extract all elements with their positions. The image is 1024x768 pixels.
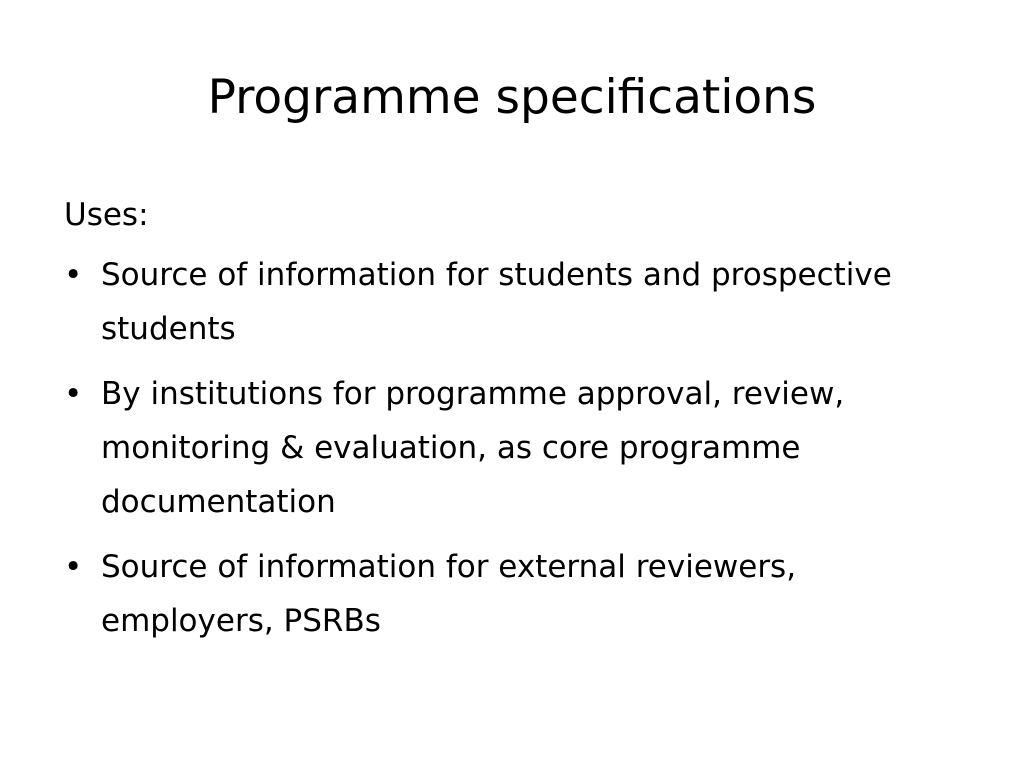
- slide-content: [64, 188, 964, 659]
- intro-text: Uses:: [64, 197, 149, 233]
- bullet-item: [64, 540, 964, 648]
- bullet-text: Source of information for students and prospective students: [101, 257, 892, 347]
- bullet-text: Source of information for external reviewers, employers, PSRBs: [101, 549, 797, 639]
- slide-title: Programme specifications: [207, 70, 817, 125]
- bullet-icon: •: [64, 549, 83, 585]
- bullet-text: By institutions for programme approval, review, monitoring & evaluation, as core programme documentation: [101, 376, 845, 520]
- bullet-item: [64, 367, 964, 529]
- bullet-icon: •: [64, 257, 83, 293]
- bullet-list: [64, 248, 964, 648]
- bullet-icon: •: [64, 376, 83, 412]
- bullet-item: [64, 248, 964, 356]
